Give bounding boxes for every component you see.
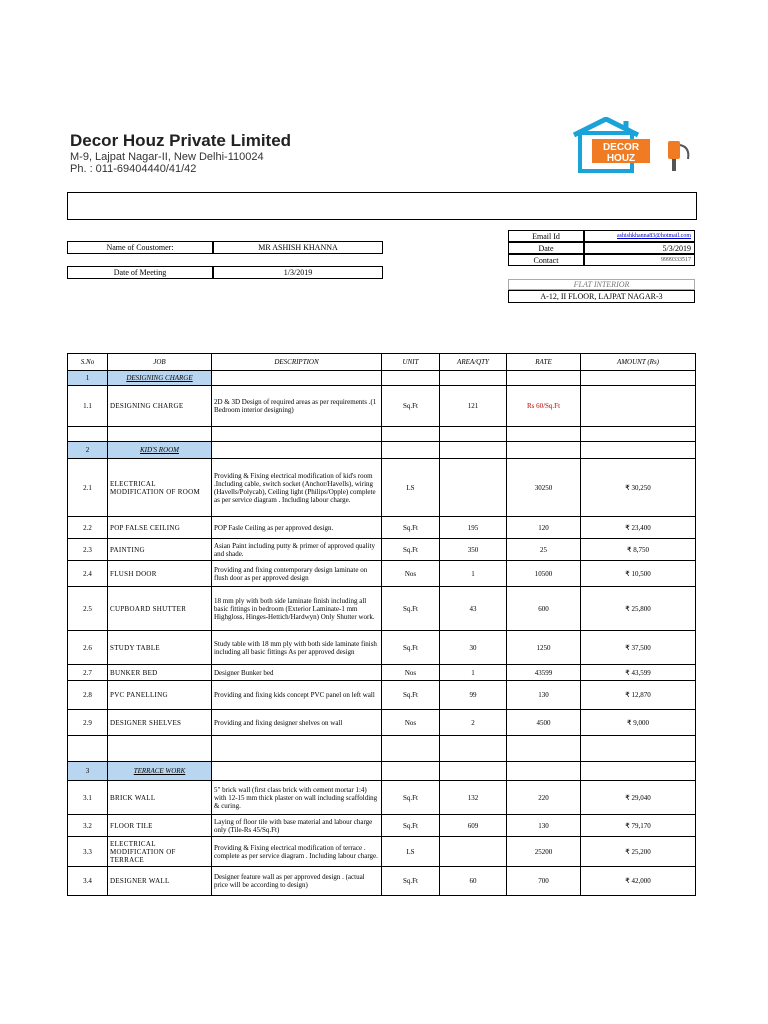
table-body [68, 371, 696, 896]
item-number: 2.5 [68, 587, 108, 631]
item-rate: Rs 60/Sq.Ft [507, 386, 581, 427]
table-row [68, 815, 696, 837]
item-number: 2.2 [68, 517, 108, 539]
item-amount: ₹ 42,000 [581, 867, 696, 896]
company-name: Decor Houz Private Limited [70, 131, 292, 150]
item-rate: 25 [507, 539, 581, 561]
col-header-qty: AREA/QTY [440, 354, 507, 371]
item-number: 2.4 [68, 561, 108, 587]
item-amount: ₹ 23,400 [581, 517, 696, 539]
table-row [68, 539, 696, 561]
item-job: DESIGNER WALL [108, 867, 212, 896]
section-number: 1 [68, 371, 108, 386]
item-amount: ₹ 25,800 [581, 587, 696, 631]
empty-cell [212, 762, 382, 781]
empty-cell [108, 427, 212, 442]
empty-cell [68, 736, 108, 762]
date-value: 5/3/2019 [584, 242, 695, 254]
contact-label: Contact [508, 254, 584, 266]
empty-cell [507, 736, 581, 762]
company-phone: Ph. : 011-69404440/41/42 [70, 163, 197, 175]
section-row [68, 762, 696, 781]
meeting-date-label: Date of Meeting [67, 266, 213, 279]
item-number: 2.1 [68, 459, 108, 517]
empty-cell [212, 442, 382, 459]
table-row [68, 631, 696, 665]
table-header-row [68, 354, 696, 371]
section-number: 3 [68, 762, 108, 781]
item-amount: ₹ 79,170 [581, 815, 696, 837]
item-job: FLUSH DOOR [108, 561, 212, 587]
contact-value: 9999333517 [584, 254, 695, 266]
item-description: Providing and fixing designer shelves on wall [212, 710, 382, 736]
item-amount: ₹ 43,599 [581, 665, 696, 681]
empty-cell [581, 371, 696, 386]
item-job: POP FALSE CEILING [108, 517, 212, 539]
item-description: Providing & Fixing electrical modification of terrace . complete as per service diagram . Including labour charge. [212, 837, 382, 867]
item-number: 1.1 [68, 386, 108, 427]
section-title: TERRACE WORK [108, 762, 212, 781]
item-unit: Sq.Ft [382, 517, 440, 539]
col-header-unit: UNIT [382, 354, 440, 371]
item-rate: 10500 [507, 561, 581, 587]
item-rate: 700 [507, 867, 581, 896]
item-job: BUNKER BED [108, 665, 212, 681]
empty-cell [382, 736, 440, 762]
item-amount: ₹ 37,500 [581, 631, 696, 665]
empty-cell [382, 442, 440, 459]
item-unit: Sq.Ft [382, 631, 440, 665]
item-number: 2.7 [68, 665, 108, 681]
item-unit: Sq.Ft [382, 681, 440, 710]
item-unit: LS [382, 459, 440, 517]
item-unit: Sq.Ft [382, 587, 440, 631]
item-qty: 1 [440, 561, 507, 587]
section-row [68, 371, 696, 386]
table-row [68, 710, 696, 736]
item-unit: Sq.Ft [382, 386, 440, 427]
item-description: Study table with 18 mm ply with both side laminate finish including all basic fittings As per approved design [212, 631, 382, 665]
email-label: Email Id [508, 230, 584, 242]
item-unit: Nos [382, 710, 440, 736]
col-header-job: JOB [108, 354, 212, 371]
title-frame [67, 192, 697, 220]
item-qty: 60 [440, 867, 507, 896]
item-unit: LS [382, 837, 440, 867]
item-amount: ₹ 9,000 [581, 710, 696, 736]
item-description: 2D & 3D Design of required areas as per requirements .(1 Bedroom interior designing) [212, 386, 382, 427]
email-link[interactable] [584, 230, 695, 242]
table-row [68, 561, 696, 587]
empty-cell [507, 371, 581, 386]
item-description: Designer feature wall as per approved design . (actual price will be according to design) [212, 867, 382, 896]
estimate-table [67, 353, 696, 896]
table-row [68, 665, 696, 681]
email-value[interactable]: ashishkhanna83@hotmail.com [616, 233, 691, 239]
item-job: DESIGNER SHELVES [108, 710, 212, 736]
item-amount: ₹ 8,750 [581, 539, 696, 561]
item-job: PVC PANELLING [108, 681, 212, 710]
table-row [68, 781, 696, 815]
item-qty: 2 [440, 710, 507, 736]
item-qty [440, 837, 507, 867]
logo-text-line2: HOUZ [606, 153, 636, 164]
item-number: 3.4 [68, 867, 108, 896]
item-qty: 30 [440, 631, 507, 665]
item-job: CUPBOARD SHUTTER [108, 587, 212, 631]
item-description: 5" brick wall (first class brick with cement mortar 1:4) with 12-15 mm thick plaster on wall including scaffolding & curing. [212, 781, 382, 815]
item-amount: ₹ 12,870 [581, 681, 696, 710]
item-unit: Sq.Ft [382, 815, 440, 837]
item-unit: Nos [382, 665, 440, 681]
project-address: A-12, II FLOOR, LAJPAT NAGAR-3 [508, 290, 695, 303]
item-amount: ₹ 30,250 [581, 459, 696, 517]
col-header-description: DESCRIPTION [212, 354, 382, 371]
empty-cell [382, 371, 440, 386]
item-rate: 120 [507, 517, 581, 539]
item-description: Asian Paint including putty & primer of approved quality and shade. [212, 539, 382, 561]
section-title: DESIGNING CHARGE [108, 371, 212, 386]
item-amount: ₹ 10,500 [581, 561, 696, 587]
table-row [68, 517, 696, 539]
item-description: Providing and fixing contemporary design laminate on flush door as per approved design [212, 561, 382, 587]
customer-name-label: Name of Coustomer: [67, 241, 213, 254]
empty-cell [440, 371, 507, 386]
item-description: Laying of floor tile with base material and labour charge only (Tile-Rs 45/Sq.Ft) [212, 815, 382, 837]
item-description: Designer Bunker bed [212, 665, 382, 681]
empty-cell [581, 427, 696, 442]
item-amount: ₹ 29,040 [581, 781, 696, 815]
meeting-date-value: 1/3/2019 [213, 266, 383, 279]
company-address: M-9, Lajpat Nagar-II, New Delhi-110024 [70, 151, 264, 163]
table-row [68, 386, 696, 427]
item-qty: 132 [440, 781, 507, 815]
empty-cell [68, 427, 108, 442]
table-row [68, 459, 696, 517]
empty-cell [212, 371, 382, 386]
item-unit: Sq.Ft [382, 867, 440, 896]
item-job: STUDY TABLE [108, 631, 212, 665]
logo-text-line1: DECOR [602, 142, 640, 153]
item-amount [581, 386, 696, 427]
item-qty: 1 [440, 665, 507, 681]
section-row [68, 442, 696, 459]
table-row [68, 867, 696, 896]
empty-cell [382, 762, 440, 781]
item-unit: Nos [382, 561, 440, 587]
section-title: KID'S ROOM [108, 442, 212, 459]
company-logo [566, 117, 702, 179]
item-job: DESIGNING CHARGE [108, 386, 212, 427]
item-job: ELECTRICAL MODIFICATION OF ROOM [108, 459, 212, 517]
empty-cell [440, 442, 507, 459]
item-job: PAINTING [108, 539, 212, 561]
empty-cell [507, 762, 581, 781]
item-rate: 130 [507, 815, 581, 837]
item-number: 2.6 [68, 631, 108, 665]
item-qty [440, 459, 507, 517]
item-rate: 30250 [507, 459, 581, 517]
item-number: 3.1 [68, 781, 108, 815]
spacer-row [68, 427, 696, 442]
empty-cell [507, 427, 581, 442]
section-number: 2 [68, 442, 108, 459]
table-row [68, 837, 696, 867]
item-rate: 43599 [507, 665, 581, 681]
empty-cell [440, 427, 507, 442]
empty-cell [581, 762, 696, 781]
customer-name-value: MR ASHISH KHANNA [213, 241, 383, 254]
item-description: POP Fasle Ceiling as per approved design. [212, 517, 382, 539]
item-job: BRICK WALL [108, 781, 212, 815]
item-unit: Sq.Ft [382, 781, 440, 815]
item-qty: 99 [440, 681, 507, 710]
empty-cell [581, 442, 696, 459]
table-row [68, 681, 696, 710]
item-rate: 25200 [507, 837, 581, 867]
spacer-row [68, 736, 696, 762]
item-qty: 195 [440, 517, 507, 539]
col-header-rate: RATE [507, 354, 581, 371]
item-description: Providing & Fixing electrical modification of kid's room .Including cable, switch socket (Anchor/Havells), wiring (Havells/Polycab), Ceiling light (Philips/Opple) complete as per service diagram . Including labour charge. [212, 459, 382, 517]
item-number: 3.2 [68, 815, 108, 837]
item-number: 3.3 [68, 837, 108, 867]
item-description: 18 mm ply with both side laminate finish including all basic fittings in bedroom (Exterior Laminate-1 mm Highgloss, Hinges-Hettich/Hardwyn) Only Shutter work. [212, 587, 382, 631]
empty-cell [440, 762, 507, 781]
item-qty: 609 [440, 815, 507, 837]
empty-cell [581, 736, 696, 762]
item-rate: 4500 [507, 710, 581, 736]
item-unit: Sq.Ft [382, 539, 440, 561]
item-rate: 220 [507, 781, 581, 815]
item-rate: 600 [507, 587, 581, 631]
empty-cell [507, 442, 581, 459]
empty-cell [440, 736, 507, 762]
item-qty: 350 [440, 539, 507, 561]
item-description: Providing and fixing kids concept PVC panel on left wall [212, 681, 382, 710]
table-row [68, 587, 696, 631]
item-amount: ₹ 25,200 [581, 837, 696, 867]
empty-cell [212, 427, 382, 442]
col-header-sno: S.No [68, 354, 108, 371]
item-number: 2.9 [68, 710, 108, 736]
empty-cell [382, 427, 440, 442]
item-rate: 1250 [507, 631, 581, 665]
col-header-amount: AMOUNT (Rs) [581, 354, 696, 371]
empty-cell [212, 736, 382, 762]
item-number: 2.8 [68, 681, 108, 710]
item-qty: 121 [440, 386, 507, 427]
item-number: 2.3 [68, 539, 108, 561]
date-label: Date [508, 242, 584, 254]
empty-cell [108, 736, 212, 762]
item-rate: 130 [507, 681, 581, 710]
item-job: ELECTRICAL MODIFICATION OF TERRACE [108, 837, 212, 867]
item-job: FLOOR TILE [108, 815, 212, 837]
item-qty: 43 [440, 587, 507, 631]
project-type: FLAT INTERIOR [508, 279, 695, 290]
